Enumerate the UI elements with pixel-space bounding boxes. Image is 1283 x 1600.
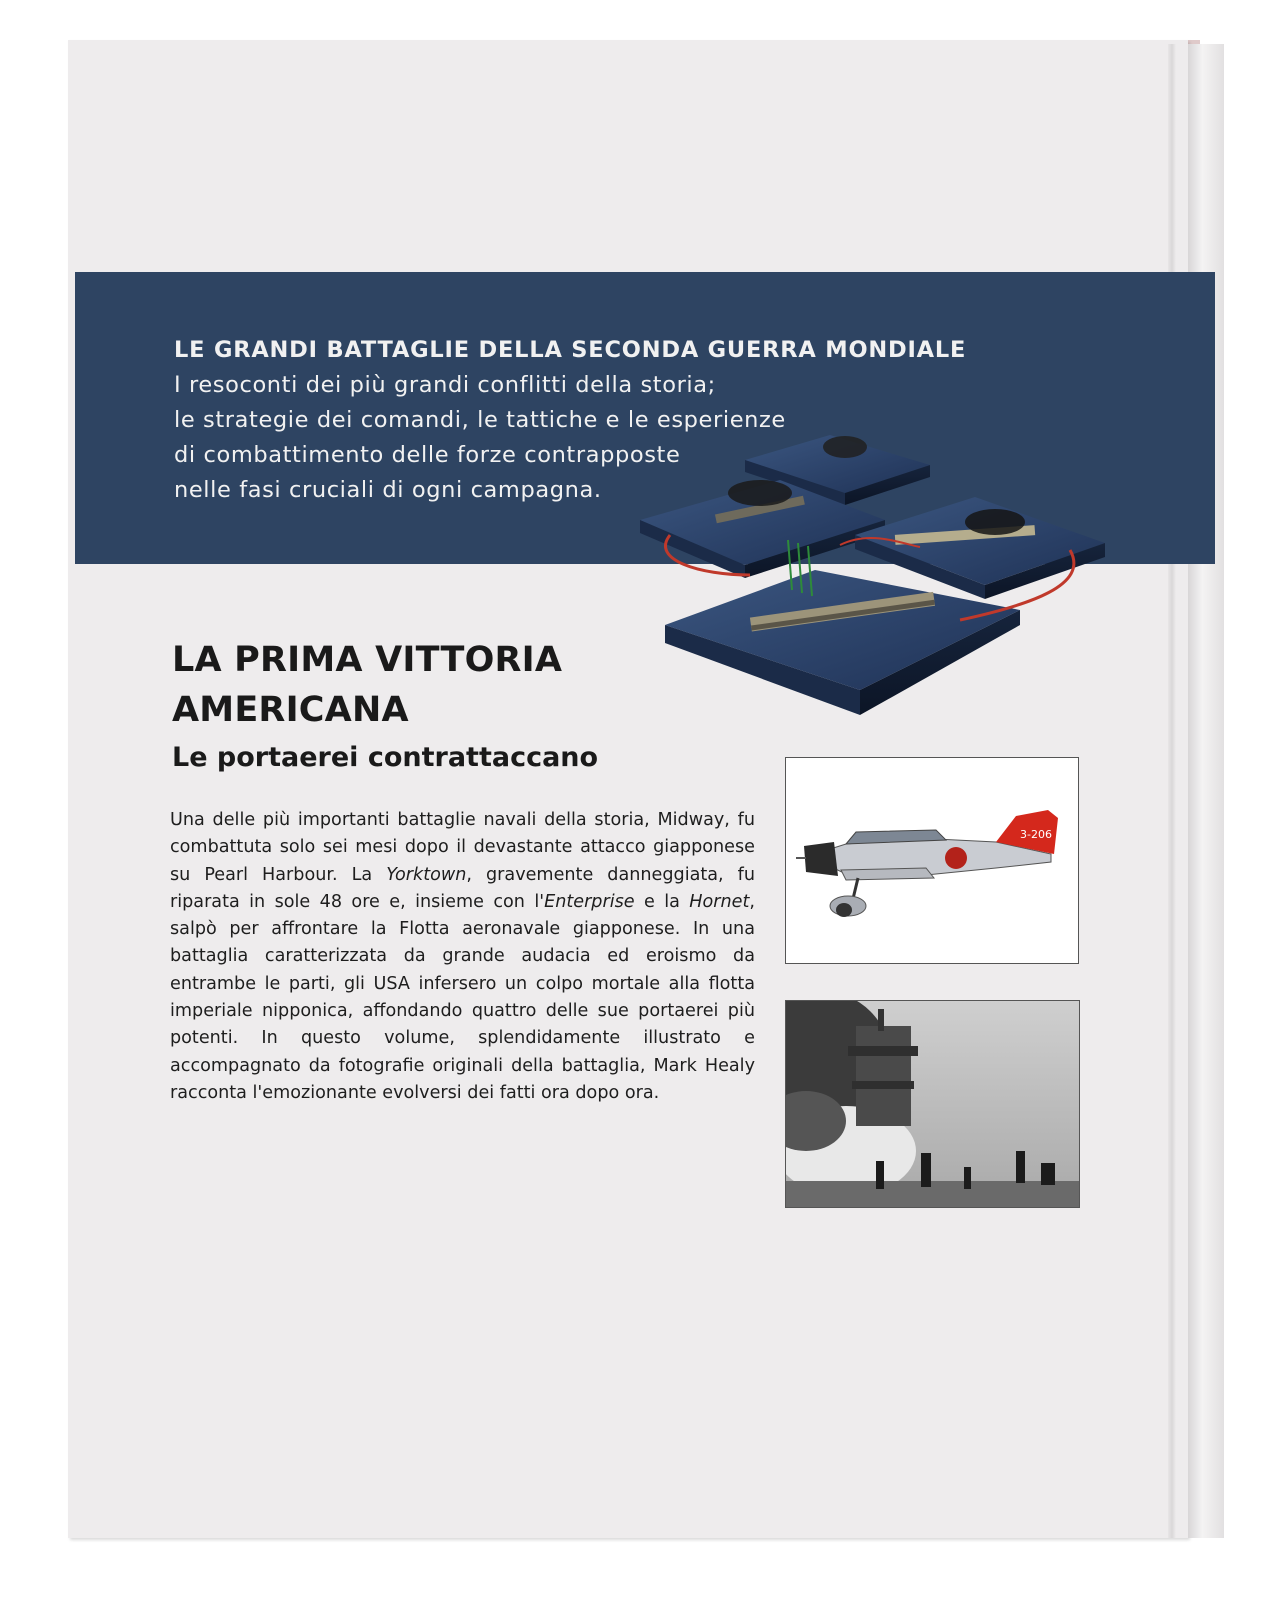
- hinomaru-roundel: [945, 847, 967, 869]
- aircraft-illustration-frame: [785, 757, 1079, 964]
- series-description-line: le strategie dei comandi, le tattiche e le esperienze: [174, 407, 786, 433]
- carrier-deck-photo-image: [786, 1001, 1079, 1207]
- book-spine: [1188, 44, 1224, 1538]
- series-description-line: I resoconti dei più grandi conflitti della storia;: [174, 372, 716, 398]
- book-title-line: LA PRIMA VITTORIA: [172, 640, 563, 680]
- blurb-text: Una delle più importanti battaglie navali della storia, Midway, fu combattuta solo sei mesi dopo il devastante attacco giapponese su Pearl Harbour. La: [170, 810, 755, 885]
- series-description-line: di combattimento delle forze contrapposte: [174, 442, 681, 468]
- book-title-line: AMERICANA: [172, 690, 409, 730]
- ship-name: Hornet: [689, 891, 750, 912]
- diorama-panel: [855, 497, 1105, 599]
- blurb-text: , salpò per affrontare la Flotta aeronavale giapponese. In una battaglia caratterizzata da grande audacia ed eroismo da entrambe le parti, gli USA infersero un colpo mortale alla flotta imperiale nipponica, affondando quattro delle sue portaerei più potenti. In questo volume, splendidamente illustrato e accompagnato da fotografie originali della battaglia, Mark Healy racconta l'emozionante evolversi dei fatti ora dopo ora.: [170, 891, 755, 1103]
- blurb-text: , gravemente danneggiata, fu riparata in sole 48 ore e, insieme con l': [170, 864, 755, 912]
- series-title: LE GRANDI BATTAGLIE DELLA SECONDA GUERRA MONDIALE: [174, 337, 967, 363]
- blurb-paragraph: [170, 807, 755, 1107]
- battle-diorama-illustration: [640, 425, 1110, 755]
- ship-name: Yorktown: [386, 864, 467, 885]
- carrier-deck-photo: [785, 1000, 1080, 1208]
- plane-tail-code: 3-206: [1020, 828, 1052, 841]
- cover-hinge: [1168, 44, 1176, 1538]
- book-title: [172, 635, 562, 735]
- book-subtitle: Le portaerei contrattaccano: [172, 742, 599, 773]
- series-description-line: nelle fasi cruciali di ogni campagna.: [174, 477, 602, 503]
- dive-bomber-illustration: [786, 758, 1078, 963]
- ship-name: Enterprise: [544, 891, 635, 912]
- blurb-text: e la: [634, 891, 690, 912]
